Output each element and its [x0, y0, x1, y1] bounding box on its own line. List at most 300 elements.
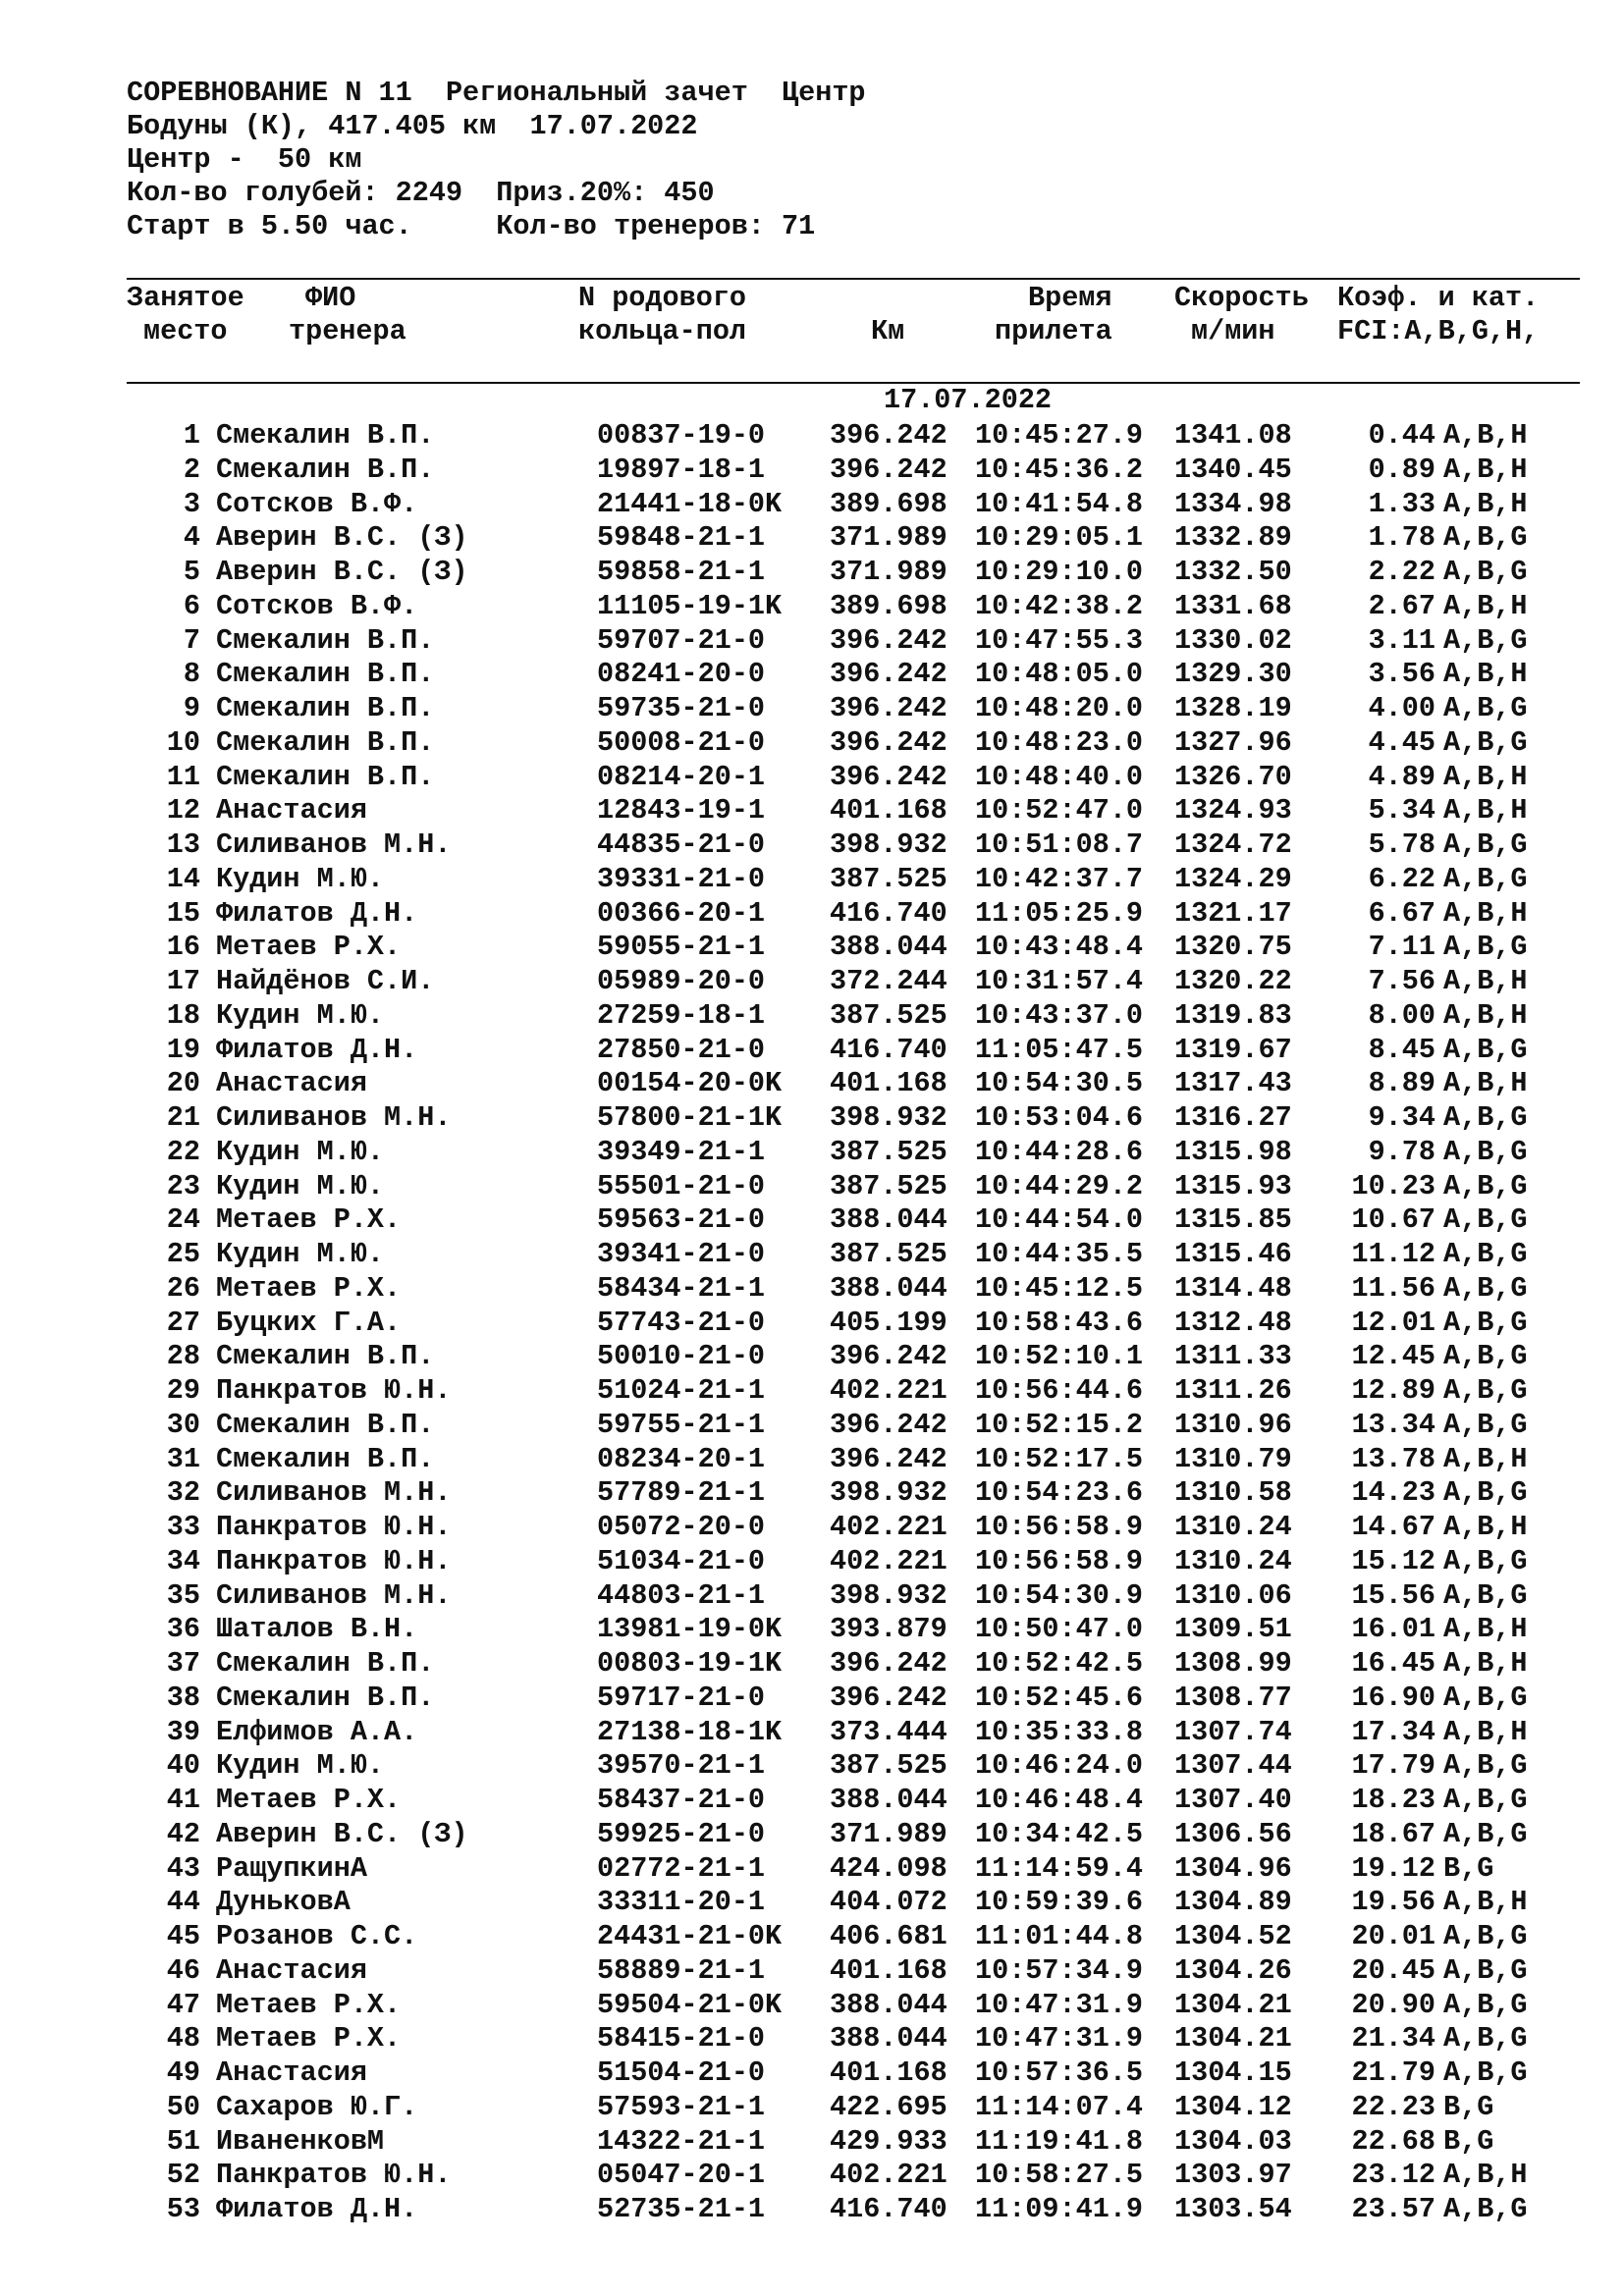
table-row — [0, 1442, 1624, 1476]
row-trainer-name: Елфимов А.А. — [216, 1715, 418, 1748]
row-ring-number: 59858-21-1 — [597, 556, 766, 588]
row-distance: 388.044 — [830, 1203, 947, 1237]
row-distance: 402.221 — [830, 2159, 947, 2192]
row-trainer-name: Смекалин В.П. — [216, 725, 435, 759]
row-coefficient: 13.78 — [1351, 1442, 1435, 1475]
row-place: 15 — [166, 896, 200, 930]
col-speed-label-1: Скорость — [1174, 282, 1309, 314]
row-ring-number: 00803-19-1K — [597, 1647, 783, 1680]
row-coefficient: 23.57 — [1351, 2193, 1435, 2225]
row-speed: 1304.12 — [1174, 2090, 1292, 2123]
row-trainer-name: Метаев Р.Х. — [216, 2022, 402, 2056]
row-place: 51 — [166, 2124, 200, 2158]
table-row — [0, 930, 1624, 964]
table-row — [0, 2056, 1624, 2090]
row-arrival-time: 10:47:31.9 — [975, 2022, 1144, 2056]
row-place: 21 — [166, 1101, 200, 1134]
row-place: 6 — [183, 589, 200, 622]
row-trainer-name: Аверин В.С. (З) — [216, 521, 468, 555]
table-row — [0, 1339, 1624, 1373]
row-coefficient: 11.12 — [1351, 1238, 1435, 1270]
row-arrival-time: 10:42:37.7 — [975, 862, 1144, 895]
row-arrival-time: 10:42:38.2 — [975, 589, 1144, 622]
row-trainer-name: Сотсков В.Ф. — [216, 487, 418, 520]
table-row — [0, 760, 1624, 794]
row-categories: A,B,H — [1443, 2159, 1528, 2192]
row-ring-number: 44803-21-1 — [597, 1578, 766, 1612]
row-arrival-time: 10:44:54.0 — [975, 1203, 1144, 1237]
row-ring-number: 59055-21-1 — [597, 931, 766, 964]
row-arrival-time: 10:56:58.9 — [975, 1511, 1144, 1543]
row-ring-number: 44835-21-0 — [597, 828, 766, 861]
row-arrival-time: 10:54:30.5 — [975, 1067, 1144, 1100]
row-place: 44 — [166, 1886, 200, 1919]
row-speed: 1321.17 — [1174, 896, 1292, 930]
row-ring-number: 00366-20-1 — [597, 896, 766, 930]
table-row — [0, 1306, 1624, 1340]
row-place: 32 — [166, 1476, 200, 1510]
row-ring-number: 59848-21-1 — [597, 521, 766, 555]
row-coefficient: 3.11 — [1368, 623, 1435, 657]
row-ring-number: 58415-21-0 — [597, 2022, 766, 2056]
row-speed: 1308.99 — [1174, 1647, 1292, 1680]
row-distance: 398.932 — [830, 1578, 947, 1612]
row-speed: 1311.33 — [1174, 1340, 1292, 1373]
row-arrival-time: 10:46:24.0 — [975, 1749, 1144, 1783]
row-coefficient: 16.90 — [1351, 1681, 1435, 1714]
row-distance: 393.879 — [830, 1613, 947, 1646]
row-ring-number: 24431-21-0K — [597, 1920, 783, 1952]
row-coefficient: 2.22 — [1368, 556, 1435, 588]
row-place: 17 — [166, 965, 200, 997]
row-categories: A,B,G — [1443, 1306, 1528, 1339]
row-ring-number: 52735-21-1 — [597, 2193, 766, 2225]
row-coefficient: 17.79 — [1351, 1749, 1435, 1783]
row-speed: 1304.52 — [1174, 1920, 1292, 1952]
row-speed: 1334.98 — [1174, 487, 1292, 520]
row-place: 13 — [166, 828, 200, 861]
row-speed: 1319.67 — [1174, 1033, 1292, 1066]
table-row — [0, 964, 1624, 998]
zone-line: Центр - 50 км — [127, 143, 362, 176]
row-arrival-time: 10:53:04.6 — [975, 1101, 1144, 1134]
row-distance: 405.199 — [830, 1306, 947, 1339]
table-row — [0, 1169, 1624, 1203]
row-place: 40 — [166, 1749, 200, 1783]
row-speed: 1341.08 — [1174, 419, 1292, 452]
row-coefficient: 0.44 — [1368, 419, 1435, 452]
row-categories: A,B,G — [1443, 862, 1528, 895]
row-arrival-time: 10:34:42.5 — [975, 1817, 1144, 1850]
row-coefficient: 17.34 — [1351, 1715, 1435, 1748]
row-ring-number: 51024-21-1 — [597, 1374, 766, 1407]
row-coefficient: 8.89 — [1368, 1067, 1435, 1100]
row-distance: 396.242 — [830, 453, 947, 486]
competition-title: СОРЕВНОВАНИЕ N 11 Региональный зачет Центр — [127, 77, 866, 109]
table-row — [0, 487, 1624, 521]
table-row — [0, 2090, 1624, 2124]
row-ring-number: 59504-21-0K — [597, 1988, 783, 2021]
table-row — [0, 896, 1624, 931]
row-speed: 1324.72 — [1174, 828, 1292, 861]
row-place: 47 — [166, 1988, 200, 2021]
row-arrival-time: 10:52:45.6 — [975, 1681, 1144, 1714]
row-coefficient: 9.34 — [1368, 1101, 1435, 1134]
row-categories: A,B,G — [1443, 725, 1528, 759]
row-place: 16 — [166, 931, 200, 964]
row-categories: B,G — [1443, 1851, 1494, 1885]
header-rule — [127, 382, 1580, 384]
row-place: 52 — [166, 2159, 200, 2192]
row-trainer-name: ДуньковА — [216, 1886, 351, 1919]
row-speed: 1327.96 — [1174, 725, 1292, 759]
row-ring-number: 12843-19-1 — [597, 794, 766, 828]
row-distance: 402.221 — [830, 1544, 947, 1577]
row-coefficient: 18.23 — [1351, 1784, 1435, 1816]
row-place: 50 — [166, 2090, 200, 2123]
table-row — [0, 589, 1624, 623]
row-speed: 1320.75 — [1174, 931, 1292, 964]
row-categories: A,B,H — [1443, 1886, 1528, 1919]
row-arrival-time: 11:14:07.4 — [975, 2090, 1144, 2123]
table-row — [0, 1715, 1624, 1749]
row-speed: 1310.24 — [1174, 1511, 1292, 1543]
row-speed: 1308.77 — [1174, 1681, 1292, 1714]
table-row — [0, 1237, 1624, 1271]
row-distance: 373.444 — [830, 1715, 947, 1748]
row-categories: A,B,G — [1443, 1920, 1528, 1952]
row-categories: A,B,G — [1443, 2056, 1528, 2089]
table-row — [0, 453, 1624, 487]
row-categories: A,B,G — [1443, 1203, 1528, 1237]
col-speed-label-2: м/мин — [1191, 315, 1275, 347]
row-distance: 387.525 — [830, 1238, 947, 1270]
row-categories: B,G — [1443, 2090, 1494, 2123]
row-distance: 401.168 — [830, 794, 947, 828]
row-trainer-name: Панкратов Ю.Н. — [216, 2159, 452, 2192]
row-place: 10 — [166, 725, 200, 759]
row-coefficient: 20.01 — [1351, 1920, 1435, 1952]
row-arrival-time: 10:45:12.5 — [975, 1271, 1144, 1305]
row-arrival-time: 10:57:34.9 — [975, 1953, 1144, 1987]
row-speed: 1306.56 — [1174, 1817, 1292, 1850]
row-coefficient: 19.12 — [1351, 1851, 1435, 1885]
row-coefficient: 6.67 — [1368, 896, 1435, 930]
row-arrival-time: 11:14:59.4 — [975, 1851, 1144, 1885]
row-categories: A,B,G — [1443, 1271, 1528, 1305]
row-place: 46 — [166, 1953, 200, 1987]
row-distance: 424.098 — [830, 1851, 947, 1885]
row-speed: 1304.15 — [1174, 2056, 1292, 2089]
row-arrival-time: 11:09:41.9 — [975, 2193, 1144, 2225]
row-coefficient: 16.01 — [1351, 1613, 1435, 1646]
row-coefficient: 12.45 — [1351, 1340, 1435, 1373]
row-trainer-name: Анастасия — [216, 2056, 367, 2089]
table-row — [0, 1135, 1624, 1169]
table-row — [0, 1510, 1624, 1544]
row-trainer-name: Смекалин В.П. — [216, 692, 435, 724]
row-coefficient: 20.90 — [1351, 1988, 1435, 2021]
row-arrival-time: 10:48:20.0 — [975, 692, 1144, 724]
row-categories: A,B,G — [1443, 556, 1528, 588]
row-coefficient: 3.56 — [1368, 658, 1435, 691]
row-distance: 406.681 — [830, 1920, 947, 1952]
row-distance: 402.221 — [830, 1374, 947, 1407]
table-row — [0, 1271, 1624, 1306]
row-categories: A,B,G — [1443, 1033, 1528, 1066]
row-ring-number: 58434-21-1 — [597, 1271, 766, 1305]
row-coefficient: 9.78 — [1368, 1135, 1435, 1168]
row-place: 45 — [166, 1920, 200, 1952]
table-row — [0, 555, 1624, 589]
row-speed: 1315.98 — [1174, 1135, 1292, 1168]
row-trainer-name: Метаев Р.Х. — [216, 1271, 402, 1305]
row-coefficient: 20.45 — [1351, 1953, 1435, 1987]
row-distance: 404.072 — [830, 1886, 947, 1919]
row-speed: 1309.51 — [1174, 1613, 1292, 1646]
row-arrival-time: 10:45:27.9 — [975, 419, 1144, 452]
row-distance: 396.242 — [830, 692, 947, 724]
row-place: 3 — [183, 487, 200, 520]
table-row — [0, 862, 1624, 896]
row-ring-number: 19897-18-1 — [597, 453, 766, 486]
row-speed: 1307.40 — [1174, 1784, 1292, 1816]
row-distance: 388.044 — [830, 1988, 947, 2021]
col-place-label-1: Занятое — [127, 282, 244, 314]
row-arrival-time: 10:56:44.6 — [975, 1374, 1144, 1407]
row-trainer-name: Филатов Д.Н. — [216, 2193, 418, 2225]
row-trainer-name: Смекалин В.П. — [216, 1340, 435, 1373]
col-name-label-2: тренера — [289, 315, 406, 347]
col-ring-label-1: N родового — [578, 282, 747, 314]
row-speed: 1310.96 — [1174, 1408, 1292, 1441]
row-distance: 396.242 — [830, 658, 947, 691]
row-coefficient: 7.11 — [1368, 931, 1435, 964]
row-ring-number: 21441-18-0K — [597, 487, 783, 520]
row-distance: 387.525 — [830, 998, 947, 1032]
row-coefficient: 4.89 — [1368, 760, 1435, 793]
table-row — [0, 1033, 1624, 1067]
row-arrival-time: 10:52:47.0 — [975, 794, 1144, 828]
row-categories: A,B,G — [1443, 1476, 1528, 1510]
row-speed: 1304.96 — [1174, 1851, 1292, 1885]
row-ring-number: 05989-20-0 — [597, 965, 766, 997]
row-arrival-time: 10:52:15.2 — [975, 1408, 1144, 1441]
row-speed: 1310.24 — [1174, 1544, 1292, 1577]
row-categories: A,B,H — [1443, 589, 1528, 622]
row-place: 23 — [166, 1169, 200, 1202]
row-categories: A,B,G — [1443, 1817, 1528, 1850]
row-trainer-name: Метаев Р.Х. — [216, 1784, 402, 1816]
row-ring-number: 05047-20-1 — [597, 2159, 766, 2192]
row-arrival-time: 10:47:55.3 — [975, 623, 1144, 657]
row-arrival-time: 10:29:10.0 — [975, 556, 1144, 588]
row-place: 20 — [166, 1067, 200, 1100]
row-ring-number: 50010-21-0 — [597, 1340, 766, 1373]
row-distance: 396.242 — [830, 419, 947, 452]
row-place: 1 — [183, 419, 200, 452]
table-row — [0, 1919, 1624, 1953]
row-place: 37 — [166, 1647, 200, 1680]
row-place: 14 — [166, 862, 200, 895]
start-line: Старт в 5.50 час. Кол-во тренеров: 71 — [127, 210, 816, 242]
row-trainer-name: Кудин М.Ю. — [216, 1749, 385, 1783]
row-trainer-name: Панкратов Ю.Н. — [216, 1544, 452, 1577]
row-place: 25 — [166, 1238, 200, 1270]
row-coefficient: 6.22 — [1368, 862, 1435, 895]
row-categories: A,B,G — [1443, 1544, 1528, 1577]
row-distance: 371.989 — [830, 521, 947, 555]
row-trainer-name: ИваненковМ — [216, 2124, 385, 2158]
row-speed: 1317.43 — [1174, 1067, 1292, 1100]
row-ring-number: 58437-21-0 — [597, 1784, 766, 1816]
row-speed: 1329.30 — [1174, 658, 1292, 691]
row-distance: 388.044 — [830, 2022, 947, 2056]
row-place: 26 — [166, 1271, 200, 1305]
row-place: 38 — [166, 1681, 200, 1714]
row-speed: 1304.21 — [1174, 1988, 1292, 2021]
row-distance: 422.695 — [830, 2090, 947, 2123]
row-trainer-name: Анастасия — [216, 1067, 367, 1100]
table-row — [0, 1851, 1624, 1886]
col-coef-label-2: FCI:A,B,G,H, — [1337, 315, 1540, 347]
row-arrival-time: 10:45:36.2 — [975, 453, 1144, 486]
table-row — [0, 998, 1624, 1033]
row-trainer-name: Сотсков В.Ф. — [216, 589, 418, 622]
row-arrival-time: 10:54:23.6 — [975, 1476, 1144, 1510]
row-trainer-name: Метаев Р.Х. — [216, 931, 402, 964]
row-categories: A,B,H — [1443, 1067, 1528, 1100]
row-categories: A,B,H — [1443, 658, 1528, 691]
row-arrival-time: 10:31:57.4 — [975, 965, 1144, 997]
row-categories: A,B,G — [1443, 1681, 1528, 1714]
row-coefficient: 23.12 — [1351, 2159, 1435, 2192]
row-coefficient: 2.67 — [1368, 589, 1435, 622]
table-row — [0, 657, 1624, 691]
row-arrival-time: 10:41:54.8 — [975, 487, 1144, 520]
row-speed: 1319.83 — [1174, 998, 1292, 1032]
table-row — [0, 725, 1624, 760]
row-place: 49 — [166, 2056, 200, 2089]
row-coefficient: 10.67 — [1351, 1203, 1435, 1237]
row-ring-number: 59707-21-0 — [597, 623, 766, 657]
row-place: 35 — [166, 1578, 200, 1612]
table-row — [0, 1681, 1624, 1715]
row-categories: A,B,G — [1443, 931, 1528, 964]
row-distance: 416.740 — [830, 1033, 947, 1066]
row-arrival-time: 10:44:28.6 — [975, 1135, 1144, 1168]
row-ring-number: 51504-21-0 — [597, 2056, 766, 2089]
row-place: 18 — [166, 998, 200, 1032]
row-coefficient: 22.68 — [1351, 2124, 1435, 2158]
row-speed: 1312.48 — [1174, 1306, 1292, 1339]
row-categories: A,B,H — [1443, 1647, 1528, 1680]
row-trainer-name: Силиванов М.Н. — [216, 828, 452, 861]
col-ring-label-2: кольца-пол — [578, 315, 747, 347]
row-place: 19 — [166, 1033, 200, 1066]
table-row — [0, 1578, 1624, 1613]
row-coefficient: 12.01 — [1351, 1306, 1435, 1339]
row-ring-number: 39331-21-0 — [597, 862, 766, 895]
row-place: 2 — [183, 453, 200, 486]
row-distance: 398.932 — [830, 1476, 947, 1510]
row-place: 28 — [166, 1340, 200, 1373]
row-place: 29 — [166, 1374, 200, 1407]
row-categories: A,B,H — [1443, 1613, 1528, 1646]
row-speed: 1340.45 — [1174, 453, 1292, 486]
row-distance: 396.242 — [830, 1681, 947, 1714]
row-speed: 1311.26 — [1174, 1374, 1292, 1407]
row-coefficient: 16.45 — [1351, 1647, 1435, 1680]
row-speed: 1332.50 — [1174, 556, 1292, 588]
row-categories: A,B,G — [1443, 2193, 1528, 2225]
col-coef-label-1: Коэф. и кат. — [1337, 282, 1540, 314]
row-speed: 1326.70 — [1174, 760, 1292, 793]
row-ring-number: 27259-18-1 — [597, 998, 766, 1032]
row-arrival-time: 10:29:05.1 — [975, 521, 1144, 555]
row-ring-number: 02772-21-1 — [597, 1851, 766, 1885]
row-coefficient: 14.23 — [1351, 1476, 1435, 1510]
row-categories: B,G — [1443, 2124, 1494, 2158]
row-categories: A,B,G — [1443, 1953, 1528, 1987]
row-coefficient: 18.67 — [1351, 1817, 1435, 1850]
row-arrival-time: 10:47:31.9 — [975, 1988, 1144, 2021]
row-distance: 401.168 — [830, 1953, 947, 1987]
row-ring-number: 59735-21-0 — [597, 692, 766, 724]
row-distance: 401.168 — [830, 1067, 947, 1100]
row-categories: A,B,H — [1443, 1715, 1528, 1748]
row-place: 22 — [166, 1135, 200, 1168]
col-time-label-2: прилета — [995, 315, 1112, 347]
row-trainer-name: Метаев Р.Х. — [216, 1988, 402, 2021]
row-categories: A,B,G — [1443, 1101, 1528, 1134]
row-arrival-time: 10:50:47.0 — [975, 1613, 1144, 1646]
row-place: 9 — [183, 692, 200, 724]
row-arrival-time: 10:58:27.5 — [975, 2159, 1144, 2192]
row-categories: A,B,G — [1443, 828, 1528, 861]
row-ring-number: 57593-21-1 — [597, 2090, 766, 2123]
row-ring-number: 13981-19-0K — [597, 1613, 783, 1646]
row-ring-number: 59925-21-0 — [597, 1817, 766, 1850]
row-distance: 416.740 — [830, 896, 947, 930]
row-arrival-time: 10:48:05.0 — [975, 658, 1144, 691]
row-distance: 387.525 — [830, 1135, 947, 1168]
table-row — [0, 2021, 1624, 2056]
table-row — [0, 623, 1624, 658]
row-coefficient: 5.34 — [1368, 794, 1435, 828]
table-row — [0, 2124, 1624, 2159]
row-ring-number: 59717-21-0 — [597, 1681, 766, 1714]
row-speed: 1304.26 — [1174, 1953, 1292, 1987]
row-speed: 1310.79 — [1174, 1442, 1292, 1475]
row-arrival-time: 10:52:17.5 — [975, 1442, 1144, 1475]
row-coefficient: 4.45 — [1368, 725, 1435, 759]
row-ring-number: 33311-20-1 — [597, 1886, 766, 1919]
row-trainer-name: Найдёнов С.И. — [216, 965, 435, 997]
row-place: 53 — [166, 2193, 200, 2225]
table-row — [0, 1783, 1624, 1817]
row-ring-number: 08234-20-1 — [597, 1442, 766, 1475]
row-distance: 388.044 — [830, 931, 947, 964]
row-distance: 396.242 — [830, 725, 947, 759]
row-trainer-name: Панкратов Ю.Н. — [216, 1374, 452, 1407]
row-ring-number: 57789-21-1 — [597, 1476, 766, 1510]
row-coefficient: 22.23 — [1351, 2090, 1435, 2123]
row-arrival-time: 11:05:47.5 — [975, 1033, 1144, 1066]
table-row — [0, 1544, 1624, 1578]
row-ring-number: 27850-21-0 — [597, 1033, 766, 1066]
row-distance: 371.989 — [830, 1817, 947, 1850]
